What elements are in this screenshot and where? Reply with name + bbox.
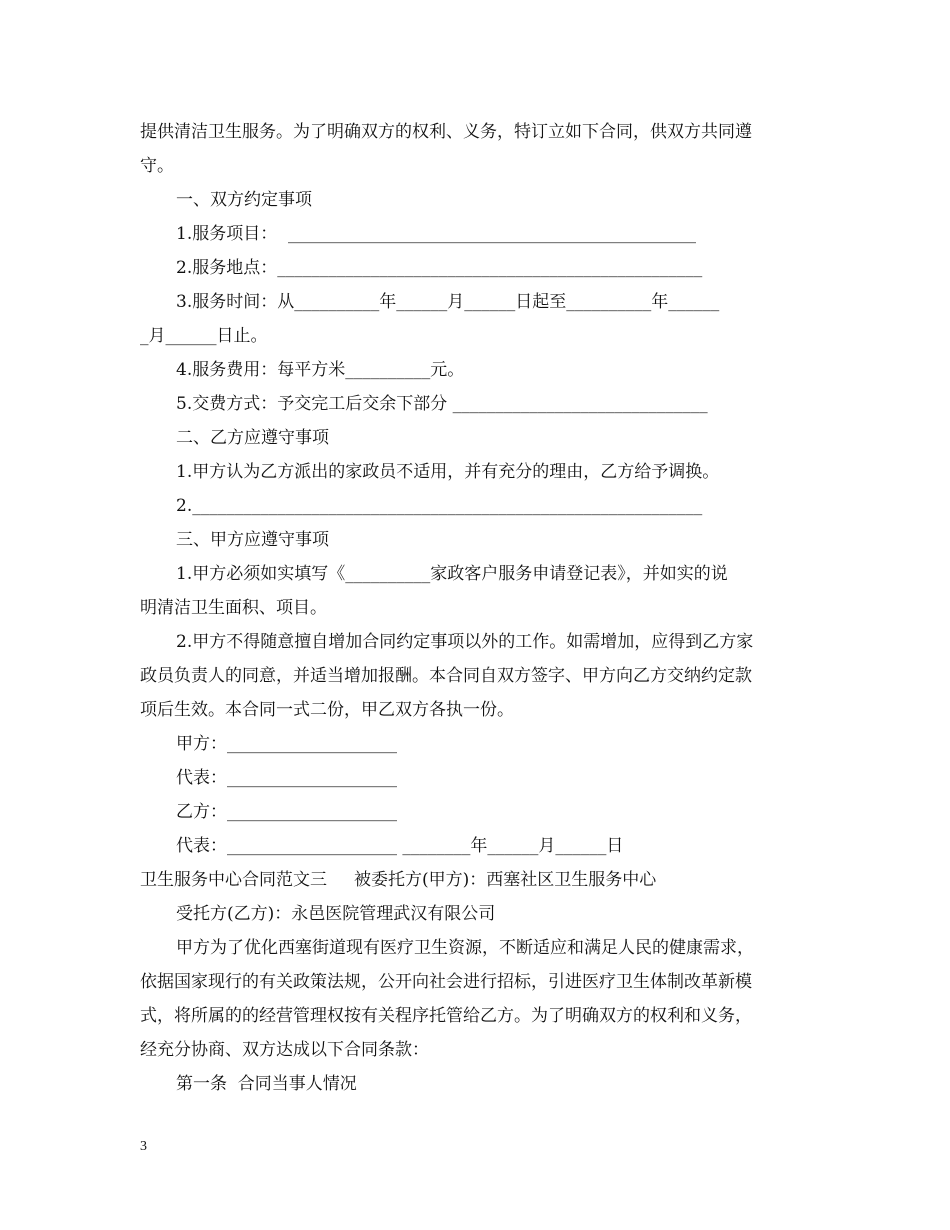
form-field-service-location: 2.服务地点：__________________________________________________ bbox=[176, 258, 703, 278]
body-line: 明清洁卫生面积、项目。 bbox=[140, 598, 327, 618]
body-line: 经充分协商、双方达成以下合同条款： bbox=[140, 1040, 429, 1060]
signature-field-party-a: 甲方：____________________ bbox=[176, 734, 397, 754]
signature-field-representative: 代表：____________________ bbox=[176, 768, 397, 788]
signature-field-party-b: 乙方：____________________ bbox=[176, 802, 397, 822]
form-field-item-2: 2.____________________________________________________________ bbox=[176, 496, 703, 516]
body-line: 提供清洁卫生服务。为了明确双方的权利、义务，特订立如下合同，供双方共同遵 bbox=[140, 122, 752, 142]
body-line: 政员负责人的同意，并适当增加报酬。本合同自双方签字、甲方向乙方交纳约定款 bbox=[140, 666, 752, 686]
body-line: 受托方(乙方)：永邑医院管理武汉有限公司 bbox=[176, 904, 496, 924]
signature-field-representative-date: 代表：____________________ ________年______月______日 bbox=[176, 836, 624, 856]
section-heading: 二、乙方应遵守事项 bbox=[176, 428, 329, 448]
form-field-service-time: 3.服务时间：从__________年______月______日起至__________年______ bbox=[176, 292, 720, 312]
form-field-payment-method: 5.交费方式：予交完工后交余下部分 ______________________________ bbox=[176, 394, 708, 414]
body-line: 项后生效。本合同一式二份，甲乙双方各执一份。 bbox=[140, 700, 514, 720]
body-line: 卫生服务中心合同范文三 被委托方(甲方)：西塞社区卫生服务中心 bbox=[140, 870, 657, 890]
body-line: 2.甲方不得随意擅自增加合同约定事项以外的工作。如需增加，应得到乙方家 bbox=[176, 632, 754, 652]
body-line: 式，将所属的的经营管理权按有关程序托管给乙方。为了明确双方的权利和义务， bbox=[140, 1006, 752, 1026]
section-heading: 三、甲方应遵守事项 bbox=[176, 530, 329, 550]
body-line: 1.甲方必须如实填写《__________家政客户服务申请登记表》，并如实的说 bbox=[176, 564, 728, 584]
body-line: 1.甲方认为乙方派出的家政员不适用，并有充分的理由，乙方给予调换。 bbox=[176, 462, 720, 482]
body-line: 依据国家现行的有关政策法规，公开向社会进行招标，引进医疗卫生体制改革新模 bbox=[140, 972, 752, 992]
form-field-service-item: 1.服务项目： ________________________________________________ bbox=[176, 224, 697, 244]
article-heading: 第一条 合同当事人情况 bbox=[176, 1074, 357, 1094]
section-heading: 一、双方约定事项 bbox=[176, 190, 312, 210]
body-line: 甲方为了优化西塞街道现有医疗卫生资源，不断适应和满足人民的健康需求， bbox=[176, 938, 754, 958]
body-line: 守。 bbox=[140, 156, 174, 176]
page-number: 3 bbox=[140, 1139, 147, 1154]
form-field-service-time-cont: _月______日止。 bbox=[140, 326, 268, 346]
form-field-service-fee: 4.服务费用：每平方米__________元。 bbox=[176, 360, 465, 380]
